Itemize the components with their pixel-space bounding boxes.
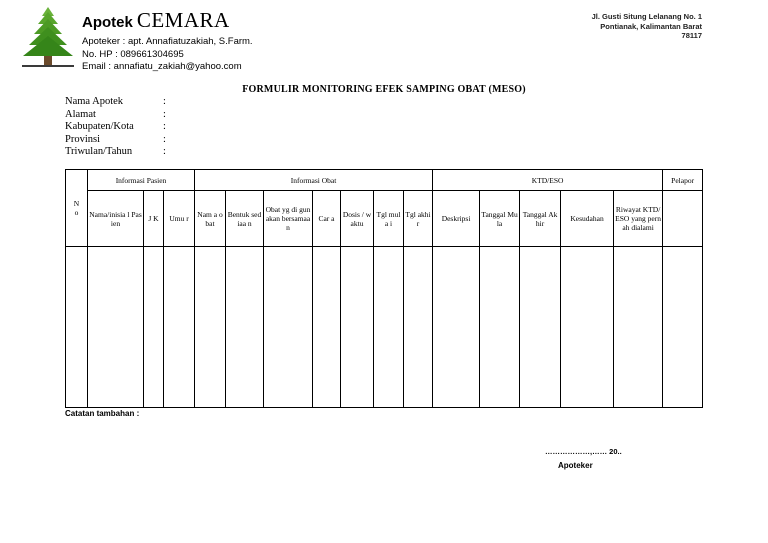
group-informasi-pasien: Informasi Pasien xyxy=(88,170,195,191)
catatan-tambahan: Catatan tambahan : xyxy=(65,409,140,418)
group-ktd-eso: KTD/ESO xyxy=(433,170,663,191)
col-nama-obat: Nam a obat xyxy=(195,191,226,247)
phone-line: No. HP : 089661304695 xyxy=(82,48,184,60)
table-cell[interactable] xyxy=(226,247,264,408)
group-pelapor: Pelapor xyxy=(663,170,703,191)
col-cara: Car a xyxy=(313,191,341,247)
table-cell[interactable] xyxy=(195,247,226,408)
col-obat-bersamaan: Obat yg di gunakan bersamaa n xyxy=(264,191,313,247)
col-nama-pasien: Nama/inisia l Pasien xyxy=(88,191,144,247)
meso-table xyxy=(65,169,703,408)
pine-tree-logo-icon xyxy=(20,6,76,68)
table-cell[interactable] xyxy=(341,247,374,408)
table-row xyxy=(66,247,703,408)
brand-title xyxy=(82,8,230,33)
apoteker-signature-label: Apoteker xyxy=(558,461,593,470)
field-label: Alamat xyxy=(65,108,96,120)
table-cell[interactable] xyxy=(561,247,614,408)
apoteker-line: Apoteker : apt. Annafiatuzakiah, S.Farm. xyxy=(82,36,253,47)
address-line: Jl. Gusti Situng Lelanang No. 1 xyxy=(591,12,702,21)
form-title: FORMULIR MONITORING EFEK SAMPING OBAT (MESO) xyxy=(242,84,526,95)
col-tanggal-mula: Tanggal Mula xyxy=(480,191,520,247)
table-cell[interactable] xyxy=(520,247,561,408)
col-tgl-mulai: Tgl mula i xyxy=(374,191,404,247)
field-label: Provinsi xyxy=(65,133,101,145)
field-sep: : xyxy=(163,146,166,157)
field-nama-apotek xyxy=(65,96,166,109)
group-informasi-obat: Informasi Obat xyxy=(195,170,433,191)
table-cell[interactable] xyxy=(164,247,195,408)
address-block xyxy=(592,12,702,41)
address-line: Pontianak, Kalimantan Barat xyxy=(600,21,702,31)
table-cell[interactable] xyxy=(404,247,433,408)
col-pelapor xyxy=(663,191,703,247)
table-group-header-row xyxy=(66,170,703,191)
tanggal-line: ………………,…… 20.. xyxy=(545,447,622,456)
table-cell[interactable] xyxy=(480,247,520,408)
col-riwayat-ktd: Riwayat KTD/ESO yang pernah dialami xyxy=(614,191,663,247)
field-triwulan-tahun xyxy=(65,146,166,159)
table-cell[interactable] xyxy=(374,247,404,408)
field-kabupaten-kota xyxy=(65,121,166,134)
table-cell[interactable] xyxy=(313,247,341,408)
table-cell[interactable] xyxy=(88,247,144,408)
brand-name: CEMARA xyxy=(136,8,230,32)
table-cell[interactable] xyxy=(264,247,313,408)
col-bentuk-sediaan: Bentuk sediaa n xyxy=(226,191,264,247)
field-label: Kabupaten/Kota xyxy=(65,121,134,132)
table-cell[interactable] xyxy=(144,247,164,408)
col-kesudahan: Kesudahan xyxy=(561,191,614,247)
field-sep: : xyxy=(163,96,166,107)
col-deskripsi: Deskripsi xyxy=(433,191,480,247)
col-dosis-waktu: Dosis / waktu xyxy=(341,191,374,247)
table-cell[interactable] xyxy=(663,247,703,408)
brand-prefix: Apotek xyxy=(82,14,133,31)
field-sep: : xyxy=(163,108,166,120)
field-provinsi xyxy=(65,134,166,147)
col-tgl-akhir: Tgl akhir xyxy=(404,191,433,247)
email-line: Email : annafiatu_zakiah@yahoo.com xyxy=(82,61,242,72)
table-cell[interactable] xyxy=(66,247,88,408)
table-column-header-row xyxy=(66,191,703,247)
table-cell[interactable] xyxy=(614,247,663,408)
form-fields xyxy=(65,96,166,159)
field-alamat xyxy=(65,109,166,122)
contact-info xyxy=(82,36,253,74)
field-label: Triwulan/Tahun xyxy=(65,146,133,157)
field-label: Nama Apotek xyxy=(65,96,124,107)
col-jk: J K xyxy=(144,191,164,247)
field-sep: : xyxy=(163,133,166,145)
col-no: N o xyxy=(66,170,88,247)
field-sep: : xyxy=(163,121,166,132)
col-tanggal-akhir: Tanggal Akhir xyxy=(520,191,561,247)
table-cell[interactable] xyxy=(433,247,480,408)
col-umur: Umu r xyxy=(164,191,195,247)
address-line: 78117 xyxy=(681,31,702,40)
